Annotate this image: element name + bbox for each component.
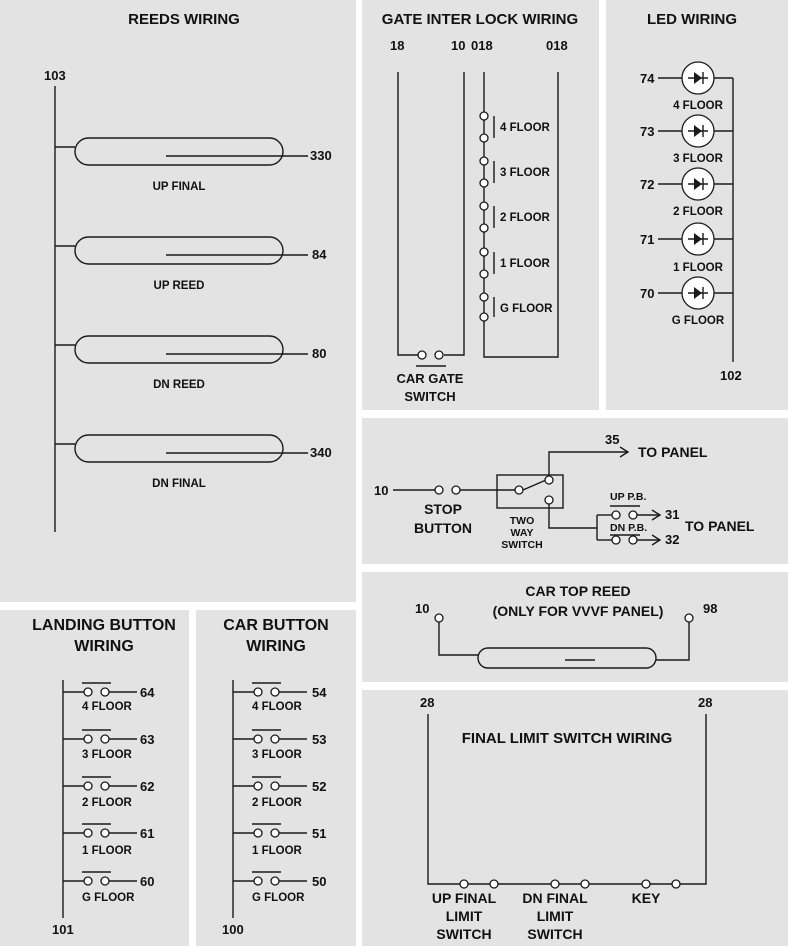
led-wire-number: 74 [640,71,655,86]
up-pb-contact [612,511,620,519]
reed-wire-number: 340 [310,445,332,460]
cartop-right-wire: 98 [703,601,718,616]
gate-wire-label: 018 [546,38,568,53]
car-button-floor-label: 3 FLOOR [252,749,302,761]
gate-wire-label: 018 [471,38,493,53]
final-limit-panel-background [362,690,788,946]
reed-wire-number: 80 [312,346,327,361]
stop-button-label: STOP [424,501,462,517]
landing-wire-number: 63 [140,732,155,747]
landing-wire-number: 61 [140,826,155,841]
led-label: 2 FLOOR [673,206,723,218]
gate-wire-label: 18 [390,38,405,53]
reed-label: UP REED [153,280,205,292]
landing-title: WIRING [74,638,134,655]
led-label: 1 FLOOR [673,262,723,274]
car-button-common-wire: 100 [222,922,244,937]
led-wire-number: 73 [640,124,655,139]
car-button-wire-number: 53 [312,732,327,747]
led-title: LED WIRING [647,11,737,28]
key-label: KEY [631,890,661,906]
led-wire-number: 71 [640,232,655,247]
key-switch-contact [642,880,650,888]
landing-wire-number: 64 [140,685,155,700]
up-pb-contact [629,511,637,519]
dn-final-label: SWITCH [527,926,583,942]
landing-wire-number: 60 [140,874,155,889]
dn-final-contact [551,880,559,888]
car-button-title: CAR BUTTON [223,617,329,634]
stop-panel-background [362,418,788,564]
two-way-switch-contact [545,496,553,504]
led-wire-number: 72 [640,177,655,192]
led-label: 3 FLOOR [673,153,723,165]
two-way-switch-pivot [515,486,523,494]
car-button-wire-number: 52 [312,779,327,794]
landing-title: LANDING BUTTON [32,617,176,634]
dn-final-label: DN FINAL [522,890,588,906]
led-label: 4 FLOOR [673,100,723,112]
landing-floor-label: G FLOOR [82,892,135,904]
dn-final-contact [581,880,589,888]
stop-button-contact [452,486,460,494]
dn-pb-contact [612,536,620,544]
reed-label: UP FINAL [152,181,206,193]
up-final-label: SWITCH [436,926,492,942]
reeds-wiring-panel [0,0,356,602]
gate-floor-label: 2 FLOOR [500,212,550,224]
car-button-wire-number: 51 [312,826,327,841]
car-gate-label: SWITCH [404,389,456,404]
car-gate-contact [435,351,443,359]
landing-button-panel [0,610,189,946]
reeds-title: REEDS WIRING [128,11,240,28]
up-final-label: LIMIT [445,908,483,924]
gate-floor-label: 1 FLOOR [500,258,550,270]
two-way-switch-label: SWITCH [501,539,543,551]
car-button-floor-label: G FLOOR [252,892,305,904]
final-limit-right-wire: 28 [698,695,713,710]
cartop-title: CAR TOP REED [525,583,631,599]
up-final-contact [490,880,498,888]
up-final-label: UP FINAL [431,890,497,906]
car-button-floor-label: 4 FLOOR [252,701,302,713]
dn-pb-label: DN P.B. [610,522,648,534]
up-pb-label: UP P.B. [610,491,647,503]
landing-floor-label: 4 FLOOR [82,701,132,713]
stop-input-wire: 10 [374,483,389,498]
stop-switch-panel [362,418,788,564]
stop-wire-35-label: 35 [605,432,620,447]
cartop-left-wire: 10 [415,601,430,616]
stop-button-contact [435,486,443,494]
landing-floor-label: 2 FLOOR [82,797,132,809]
reed-wire-number: 330 [310,148,332,163]
gate-title: GATE INTER LOCK WIRING [381,11,579,28]
dn-final-label: LIMIT [536,908,574,924]
up-pb-wire: 31 [665,507,680,522]
led-common-wire: 102 [720,368,742,383]
gate-floor-label: 4 FLOOR [500,122,550,134]
gate-interlock-panel [362,0,599,410]
dn-pb-wire: 32 [665,532,680,547]
car-button-wire-number: 50 [312,874,327,889]
to-panel-label: TO PANEL [685,518,755,534]
car-button-panel [196,610,356,946]
car-button-wire-number: 54 [312,685,327,700]
led-label: G FLOOR [671,315,725,327]
landing-common-wire: 101 [52,922,74,937]
final-limit-title: FINAL LIMIT SWITCH WIRING [461,730,673,747]
reeds-common-wire: 103 [44,68,66,83]
car-top-reed-panel [362,572,788,682]
reed-label: DN FINAL [152,478,206,490]
up-final-contact [460,880,468,888]
final-limit-panel [362,690,788,946]
car-gate-label: CAR GATE [396,371,464,386]
gate-floor-label: 3 FLOOR [500,167,550,179]
gate-wire-label: 10 [451,38,466,53]
reed-label: DN REED [153,379,205,391]
to-panel-label: TO PANEL [638,444,708,460]
final-limit-left-wire: 28 [420,695,435,710]
car-button-floor-label: 2 FLOOR [252,797,302,809]
two-way-switch-label: TWO [509,515,535,527]
reeds-panel-background [0,0,356,602]
car-button-floor-label: 1 FLOOR [252,845,302,857]
led-wiring-panel [606,0,788,410]
stop-button-label: BUTTON [413,520,473,536]
key-switch-contact [672,880,680,888]
landing-floor-label: 1 FLOOR [82,845,132,857]
reed-wire-number: 84 [312,247,327,262]
two-way-switch-contact [545,476,553,484]
cartop-subtitle: (ONLY FOR VVVF PANEL) [492,603,664,619]
dn-pb-contact [629,536,637,544]
gate-floor-label: G FLOOR [500,303,553,315]
two-way-switch-label: WAY [510,527,534,539]
car-button-title: WIRING [246,638,306,655]
car-gate-contact [418,351,426,359]
led-wire-number: 70 [640,286,655,301]
landing-wire-number: 62 [140,779,155,794]
landing-floor-label: 3 FLOOR [82,749,132,761]
